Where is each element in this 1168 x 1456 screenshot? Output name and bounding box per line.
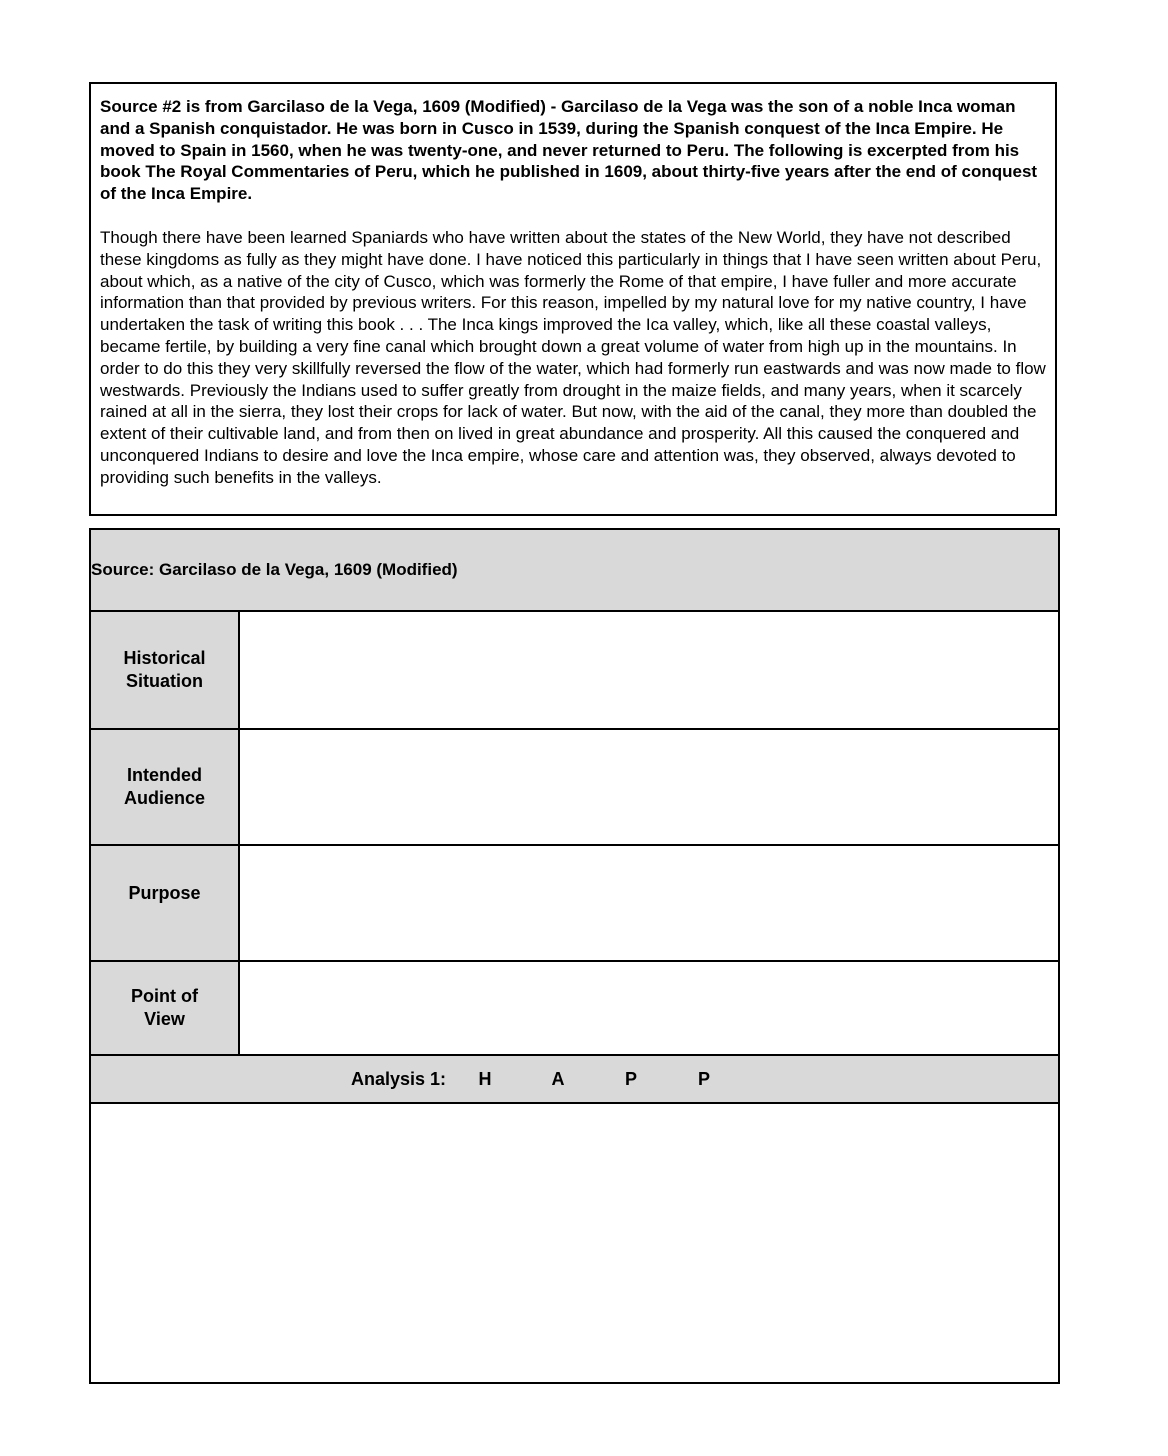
label-point-of-view: Point of View (90, 961, 239, 1055)
analysis-letter-p1: P (625, 1068, 638, 1089)
row-historical-situation (90, 611, 1059, 729)
row-intended-audience (90, 729, 1059, 845)
answer-intended-audience[interactable] (239, 729, 1059, 845)
analysis-letter-p2: P (698, 1068, 711, 1089)
row-point-of-view (90, 961, 1059, 1055)
source-label: Source: Garcilaso de la Vega, 1609 (Modified) (90, 529, 1059, 611)
happ-analysis-table (89, 528, 1060, 1384)
analysis-header-row (90, 1055, 1059, 1103)
label-historical-situation: Historical Situation (90, 611, 239, 729)
answer-point-of-view[interactable] (239, 961, 1059, 1055)
analysis-header (90, 1055, 1059, 1103)
analysis-letter-a: A (551, 1068, 565, 1089)
row-purpose (90, 845, 1059, 961)
source-text-box (89, 82, 1057, 516)
analysis-answer-row (90, 1103, 1059, 1383)
source-excerpt: Though there have been learned Spaniards who have written about the states of the New World, they have not described these kingdoms as fully as they might have done. I have noticed this particularly in things that I have seen written about Peru, about which, as a native of the city of Cusco, which was formerly the Rome of that empire, I have fuller and more accurate information than that provided by previous writers. For this reason, impelled by my natural love for my native country, I have undertaken the task of writing this book . . . The Inca kings improved the Ica valley, which, like all these coastal valleys, became fertile, by building a very fine canal which brought down a great volume of water from high up in the mountains. In order to do this they very skillfully reversed the flow of the water, which had formerly run eastwards and was now made to flow westwards. Previously the Indians used to suffer greatly from drought in the maize fields, and many years, when it scarcely rained at all in the sierra, they lost their crops for lack of water. But now, with the aid of the canal, they more than doubled the extent of their cultivable land, and from then on lived in great abundance and prosperity. All this caused the conquered and unconquered Indians to desire and love the Inca empire, whose care and attention was, they observed, always devoted to providing such benefits in the valleys. (100, 227, 1046, 487)
source-header-row (90, 529, 1059, 611)
label-purpose: Purpose (90, 845, 239, 961)
analysis-letter-h: H (478, 1068, 492, 1089)
analysis-title: Analysis 1: (350, 1068, 446, 1089)
label-intended-audience: Intended Audience (90, 729, 239, 845)
answer-historical-situation[interactable] (239, 611, 1059, 729)
analysis-answer-area[interactable] (90, 1103, 1059, 1383)
answer-purpose[interactable] (239, 845, 1059, 961)
source-introduction: Source #2 is from Garcilaso de la Vega, 1609 (Modified) - Garcilaso de la Vega was the son of a noble Inca woman and a Spanish conquistador. He was born in Cusco in 1539, during the Spanish conquest of the Inca Empire. He moved to Spain in 1560, when he was twenty-one, and never returned to Peru. The following is excerpted from his book The Royal Commentaries of Peru, which he published in 1609, about thirty-five years after the end of conquest of the Inca Empire. (100, 97, 1038, 204)
